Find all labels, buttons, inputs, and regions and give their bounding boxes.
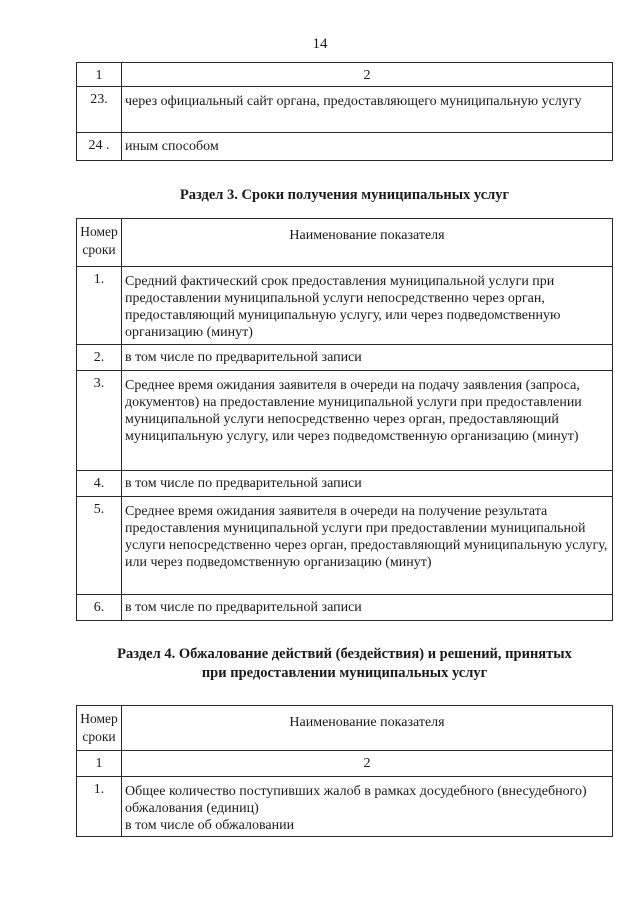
appeals-table — [76, 705, 613, 837]
table-row — [77, 267, 613, 345]
table-row — [77, 133, 613, 161]
row-number: 2. — [77, 345, 122, 371]
column-number-cell: 1 — [77, 63, 122, 87]
header-number-label: Номер сроки — [77, 219, 122, 267]
header-indicator-label: Наименование показателя — [122, 706, 613, 751]
table-row — [77, 87, 613, 133]
row-subtext: в том числе об обжаловании — [125, 818, 295, 833]
row-number: 24 . — [77, 133, 122, 161]
row-number: 1. — [77, 777, 122, 837]
page-number: 14 — [312, 36, 328, 52]
row-text: в том числе по предварительной записи — [122, 595, 613, 621]
service-timing-table — [76, 218, 613, 621]
table-row — [77, 471, 613, 497]
row-text-cell — [122, 777, 613, 837]
section-4-title-line-2: при предоставлении муниципальных услуг — [201, 665, 488, 681]
column-number-cell: 2 — [122, 751, 613, 777]
row-text: через официальный сайт органа, предоставляющего муниципальную услугу — [122, 87, 613, 133]
services-access-table-continued — [76, 62, 613, 161]
table-row — [77, 777, 613, 837]
table-row — [77, 345, 613, 371]
table-row — [77, 595, 613, 621]
row-number: 3. — [77, 371, 122, 471]
column-number-cell: 1 — [77, 751, 122, 777]
table-subheader-row — [77, 751, 613, 777]
row-text: Средний фактический срок предоставления муниципальной услуги при предоставлении муниципальной услуги непосредственно через орган, предоставляющий муниципальную услугу, или через подведомственную организацию (минут) — [122, 267, 613, 345]
row-text: Общее количество поступивших жалоб в рамках досудебного (внесудебного) обжалования (единиц) — [125, 784, 587, 816]
row-number: 6. — [77, 595, 122, 621]
row-number: 1. — [77, 267, 122, 345]
header-indicator-label: Наименование показателя — [122, 219, 613, 267]
section-4-title — [76, 645, 613, 683]
table-header-row — [77, 219, 613, 267]
row-text: Среднее время ожидания заявителя в очереди на получение результата предоставления муниципальной услуги при предоставлении муниципальной услуги непосредственно через орган, предоставляющий муниципальную услугу, или через подведомственную организацию (минут) — [122, 497, 613, 595]
row-text: Среднее время ожидания заявителя в очереди на подачу заявления (запроса, документов) на предоставление муниципальной услуги при предоставлении муниципальной услуги непосредственно через орган, предоставляющий муниципальную услугу, или через подведомственную организацию (минут) — [122, 371, 613, 471]
section-4-title-line-1: Раздел 4. Обжалование действий (бездействия) и решений, принятых — [117, 646, 572, 662]
table-row — [77, 497, 613, 595]
header-number-label: Номер сроки — [77, 706, 122, 751]
row-text: в том числе по предварительной записи — [122, 345, 613, 371]
column-number-cell: 2 — [122, 63, 613, 87]
row-number: 23. — [77, 87, 122, 133]
table-header-row — [77, 63, 613, 87]
row-text: в том числе по предварительной записи — [122, 471, 613, 497]
table-header-row — [77, 706, 613, 751]
section-3-title: Раздел 3. Сроки получения муниципальных услуг — [179, 187, 510, 203]
row-number: 5. — [77, 497, 122, 595]
row-number: 4. — [77, 471, 122, 497]
row-text: иным способом — [122, 133, 613, 161]
table-row — [77, 371, 613, 471]
